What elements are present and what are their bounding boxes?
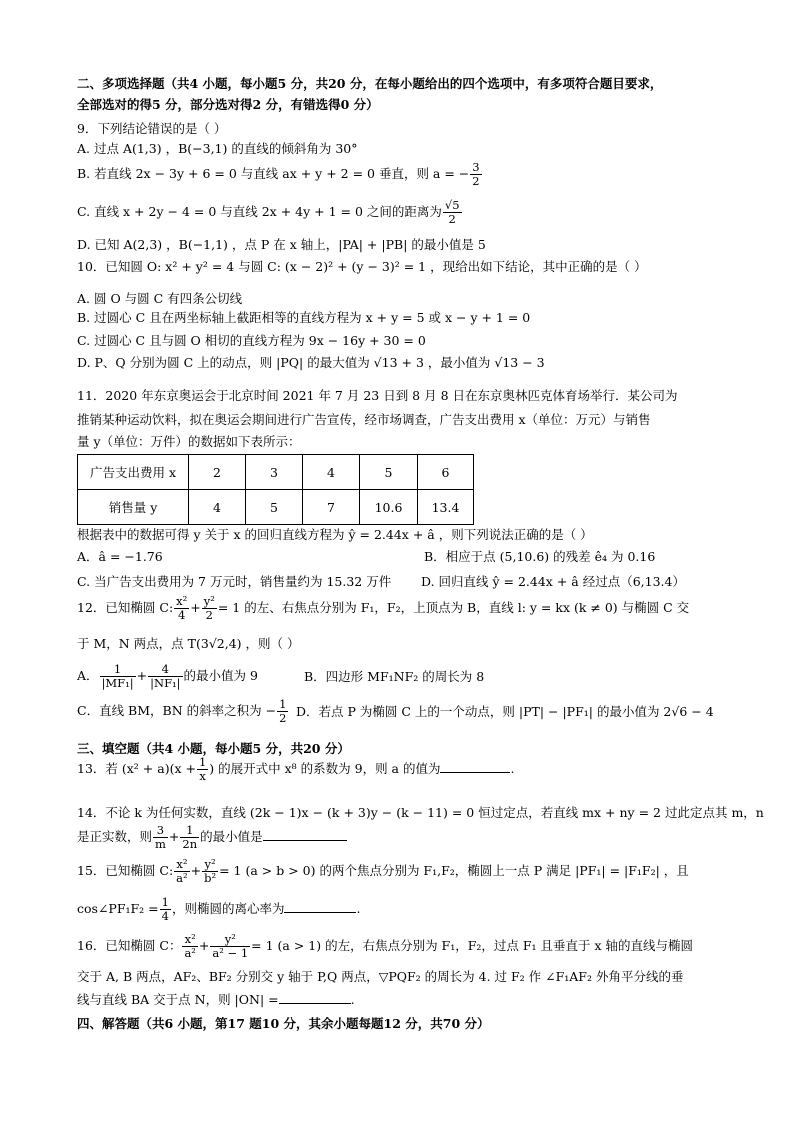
- table-cell: 广告支出费用 x: [78, 455, 189, 490]
- q12-option-b: B．四边形 MF₁NF₂ 的周长为 8: [304, 669, 485, 684]
- q11-line1: 11．2020 年东京奥运会于北京时间 2021 年 7 月 23 日到 8 月 8 日在东京奥林匹克体育场举行．某公司为: [77, 388, 678, 403]
- fraction: $\frac{\text{y²}}{\text{a² − 1}}$: [212, 932, 249, 960]
- fraction: $\frac{1}{x}$: [198, 755, 207, 783]
- table-cell: 10.6: [360, 490, 418, 525]
- q11-option-c: C. 当广告支出费用为 7 万元时，销售量约为 15.32 万件: [77, 574, 392, 589]
- fraction: $\frac{\text{x²}}{\text{a²}}$: [176, 857, 188, 885]
- q11-line3: 量 y（单位：万件）的数据如下表所示：: [77, 434, 301, 449]
- table-cell: 4: [303, 455, 360, 490]
- table-cell: 5: [360, 455, 418, 490]
- q11-stem2: 根据表中的数据可得 y 关于 x 的回归直线方程为 ŷ = 2.44x + â ，则下列说法正确的是（ ）: [77, 527, 593, 542]
- table-cell: 6: [418, 455, 474, 490]
- q11-option-a: A．â = −1.76: [77, 549, 163, 564]
- fraction: $\frac{\text{x²}}{4}$: [176, 594, 188, 622]
- section4-title: 四、解答题（共6 小题，第17 题10 分，其余小题每题12 分，共70 分）: [77, 1016, 490, 1031]
- q16-line1: 16．已知椭圆 C： $\frac{\text{x²}}{\text{a²}}$ + $\frac{\text{y²}}{\text{a² − 1}}$ = 1 (a > 1) 的左，右焦点分别为 F₁，F₂，过点 F₁ 且垂直于 x 轴的直线与椭圆: [77, 932, 694, 960]
- q9-stem: 9．下列结论错误的是（ ）: [77, 121, 227, 136]
- fraction: $\frac{1}{\text{|MF₁|}}$: [101, 662, 134, 690]
- q11-data-table: [77, 454, 474, 525]
- q16-line3: 线与直线 BA 交于点 N，则 |ON| = .: [77, 992, 355, 1007]
- section2-title: 二、多项选择题（共4 小题，每小题5 分，共20 分，在每小题给出的四个选项中，有多项符合题目要求，: [77, 76, 663, 91]
- table-cell: 4: [189, 490, 246, 525]
- q12-option-d: D．若点 P 为椭圆 C 上的一个动点，则 |PT| − |PF₁| 的最小值为 2√6 − 4: [296, 704, 714, 719]
- answer-blank[interactable]: [263, 828, 347, 841]
- fraction: $\frac{\text{x²}}{\text{a²}}$: [184, 932, 196, 960]
- q10-option-d: D. P、Q 分别为圆 C 上的动点，则 |PQ| 的最大值为 √13 + 3 ，最小值为 √13 − 3: [77, 355, 545, 370]
- answer-blank[interactable]: [279, 991, 351, 1004]
- section3-title: 三、填空题（共4 小题，每小题5 分，共20 分）: [77, 741, 350, 756]
- q9-option-a: A. 过点 A(1,3) ，B(−3,1) 的直线的倾斜角为 30°: [77, 141, 358, 156]
- table-cell: 销售量 y: [78, 490, 189, 525]
- fraction: $\frac{√5}{2}$: [444, 198, 460, 226]
- fraction: $\frac{1}{4}$: [161, 895, 169, 923]
- answer-blank[interactable]: [440, 760, 510, 773]
- q12-line2: 于 M，N 两点，点 T(3√2,4) ，则（ ）: [77, 636, 300, 651]
- table-cell: 5: [246, 490, 303, 525]
- q13-stem: 13．若 (x² + a)(x + $\frac{1}{x}$ ) 的展开式中 x⁸ 的系数为 9，则 a 的值为 .: [77, 755, 515, 783]
- q12-option-c: C．直线 BM，BN 的斜率之积为 − $\frac{1}{2}$: [77, 697, 287, 725]
- fraction: $\frac{4}{\text{|NF₁|}}$: [150, 662, 181, 690]
- q11-line2: 推销某种运动饮料，拟在奥运会期间进行广告宣传，经市场调查，广告支出费用 x（单位：万元）与销售: [77, 412, 651, 427]
- table-cell: 2: [189, 455, 246, 490]
- fraction: $\frac{1}{2n}$: [182, 823, 198, 851]
- q9-option-b: B. 若直线 2x − 3y + 6 = 0 与直线 ax + y + 2 = 0 垂直，则 a = − $\frac{3}{2}$: [77, 160, 480, 188]
- q10-option-a: A. 圆 O 与圆 C 有四条公切线: [77, 291, 243, 306]
- q10-option-c: C. 过圆心 C 且与圆 O 相切的直线方程为 9x − 16y + 30 = 0: [77, 333, 426, 348]
- table-cell: 3: [246, 455, 303, 490]
- q9-option-d: D. 已知 A(2,3) ，B(−1,1) ，点 P 在 x 轴上，|PA| + |PB| 的最小值是 5: [77, 237, 486, 252]
- q11-option-b: B．相应于点 (5,10.6) 的残差 ê₄ 为 0.16: [424, 549, 656, 564]
- q12-stem: 12．已知椭圆 C: $\frac{\text{x²}}{4}$ + $\frac{\text{y²}}{2}$ = 1 的左、右焦点分别为 F₁，F₂，上顶点为 B，直线 l: y = kx (k ≠ 0) 与椭圆 C 交: [77, 594, 690, 622]
- section2-title-cont: 全部选对的得5 分，部分选对得2 分，有错选得0 分）: [77, 97, 379, 112]
- q15-line2: cos∠PF₁F₂ = $\frac{1}{4}$ ，则椭圆的离心率为 .: [77, 895, 361, 923]
- q11-option-d: D. 回归直线 ŷ = 2.44x + â 经过点（6,13.4）: [421, 574, 685, 589]
- q12-option-a: A． $\frac{1}{\text{|MF₁|}}$ + $\frac{4}{\text{|NF₁|}}$ 的最小值为 9: [77, 662, 258, 690]
- table-row: [78, 490, 474, 525]
- fraction: $\frac{\text{y²}}{2}$: [203, 594, 215, 622]
- q9-option-c: C. 直线 x + 2y − 4 = 0 与直线 2x + 4y + 1 = 0 之间的距离为 $\frac{√5}{2}$: [77, 198, 460, 226]
- table-row: [78, 455, 474, 490]
- answer-blank[interactable]: [284, 900, 356, 913]
- table-cell: 13.4: [418, 490, 474, 525]
- table-cell: 7: [303, 490, 360, 525]
- fraction: $\frac{3}{2}$: [472, 160, 480, 188]
- q15-line1: 15．已知椭圆 C: $\frac{\text{x²}}{\text{a²}}$ + $\frac{\text{y²}}{\text{b²}}$ = 1 (a > b > 0) 的两个焦点分别为 F₁,F₂，椭圆上一点 P 满足 |PF₁| = |F₁F₂| ，且: [77, 857, 689, 885]
- q16-line2: 交于 A, B 两点，AF₂、BF₂ 分别交 y 轴于 P,Q 两点，▽PQF₂ 的周长为 4. 过 F₂ 作 ∠F₁AF₂ 外角平分线的垂: [77, 969, 684, 984]
- fraction: $\frac{\text{y²}}{\text{b²}}$: [204, 857, 217, 885]
- q14-line1: 14．不论 k 为任何实数，直线 (2k − 1)x − (k + 3)y − (k − 11) = 0 恒过定点，若直线 mx + ny = 2 过此定点其 m，n: [77, 805, 764, 820]
- q14-line2: 是正实数，则 $\frac{3}{m}$ + $\frac{1}{2n}$ 的最小值是: [77, 824, 347, 851]
- fraction: $\frac{3}{m}$: [155, 823, 166, 851]
- fraction: $\frac{1}{2}$: [279, 697, 287, 725]
- q10-option-b: B. 过圆心 C 且在两坐标轴上截距相等的直线方程为 x + y = 5 或 x − y + 1 = 0: [77, 310, 531, 325]
- q10-stem: 10．已知圆 O: x² + y² = 4 与圆 C: (x − 2)² + (y − 3)² = 1 ，现给出如下结论，其中正确的是（ ）: [77, 259, 647, 274]
